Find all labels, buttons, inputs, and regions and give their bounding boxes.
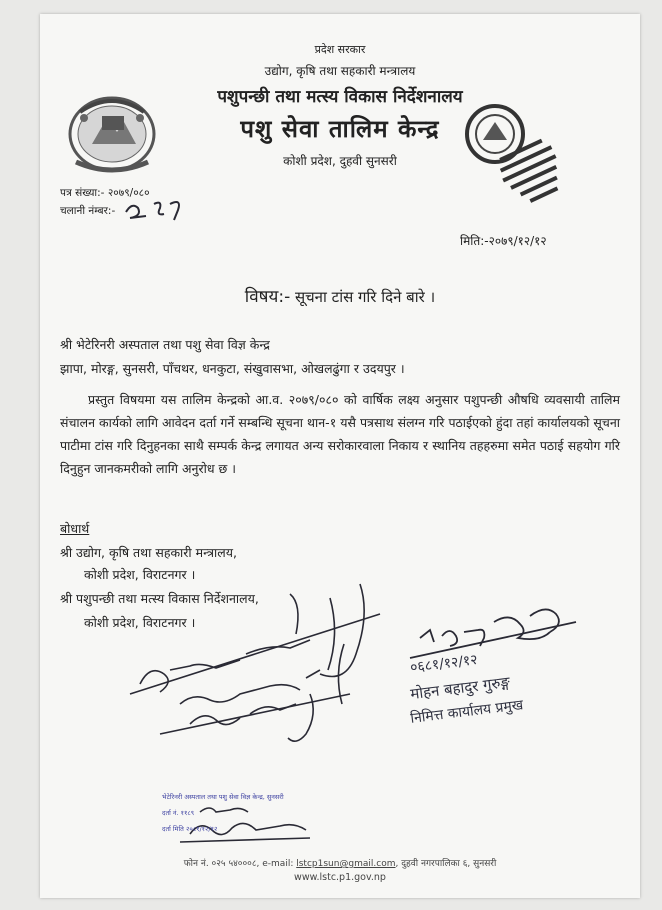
letter-sheet (40, 14, 640, 898)
cc-line: कोशी प्रदेश, विराटनगर । (84, 615, 196, 630)
receipt-seal-title: भेटेरिनरी अस्पताल तथा पशु सेवा विज्ञ केन्द्र, सुनसरी (162, 793, 284, 801)
subject-line: विषय:- सूचना टांस गरि दिने बारे । (244, 287, 436, 307)
cc-line: कोशी प्रदेश, विराटनगर । (84, 567, 196, 582)
cc-line: श्री पशुपन्छी तथा मत्स्य विकास निर्देशनालय, (60, 591, 259, 606)
cc-heading: बोधार्थ (60, 521, 90, 536)
directorate-name: पशुपन्छी तथा मत्स्य विकास निर्देशनालय (217, 87, 463, 107)
office-address: कोशी प्रदेश, दुहवी सुनसरी (283, 154, 397, 168)
signatory-name: मोहन बहादुर गुरुङ्ग (409, 672, 511, 704)
letter-date: मिति:-२०७९/१२/१२ (460, 234, 547, 248)
footer-email-link[interactable]: lstcp1sun@gmail.com (296, 859, 396, 869)
gov-name: प्रदेश सरकार (314, 43, 366, 56)
cc-line: श्री उद्योग, कृषि तथा सहकारी मन्त्रालय, (60, 545, 237, 560)
ministry-name: उद्योग, कृषि तथा सहकारी मन्त्रालय (264, 64, 416, 78)
recipient-line-2: झापा, मोरङ्ग, सुनसरी, पाँचथर, धनकुटा, संखुवासभा, ओखलढुंगा र उदयपुर । (60, 361, 405, 376)
signature-number: ०६८१/१२/१२ (409, 651, 479, 677)
handwritten-annotation-icon (120, 574, 400, 754)
office-name: पशु सेवा तालिम केन्द्र (240, 115, 440, 143)
letter-body: प्रस्तुत विषयमा यस तालिम केन्द्रको आ.व. २०७९/०८० को वार्षिक लक्ष्य अनुसार पशुपन्छी औषधि व्यवसायी तालिम संचालन कार्यको लागि आवेदन दर्ता गर्ने सम्बन्धि सूचना थान-१ यसै पत्रसाथ संलग्न गरि पठाईएको हुंदा तहां कार्यालयको सूचना पाटीमा टांस गरि दिनुहनका साथै सम्पर्क केन्द्र लगायत अन्य सरोकारवाला निकाय र स्थानिय तहहरुमा समेत पठाई सहयोग गरि दिनुहुन जानकमरीको लागि अनुरोध छ । (60, 392, 620, 476)
receipt-seal-number: दर्ता नं. ११८९ (162, 809, 195, 817)
footer-contact: फोन नं. ०२५ ५४०००८, e-mail: lstcp1sun@gmail.com, दुहवी नगरपालिका ६, सुनसरी (183, 859, 497, 869)
office-round-stamp-icon (435, 96, 585, 216)
signatory-title: निमित्त कार्यालय प्रमुख (409, 697, 525, 727)
receipt-seal-date: दर्ता मिति २०८१/१२/१२ (162, 825, 218, 833)
letter-number: पत्र संख्या:- २०७९/०८० (60, 187, 150, 199)
footer-website-link[interactable]: www.lstc.p1.gov.np (294, 872, 386, 883)
recipient-line-1: श्री भेटेरिनरी अस्पताल तथा पशु सेवा विज्ञ केन्द्र (60, 337, 270, 352)
dispatch-number: चलानी नंम्बर:- (60, 205, 116, 217)
handwritten-dispatch-number-icon (120, 190, 192, 222)
